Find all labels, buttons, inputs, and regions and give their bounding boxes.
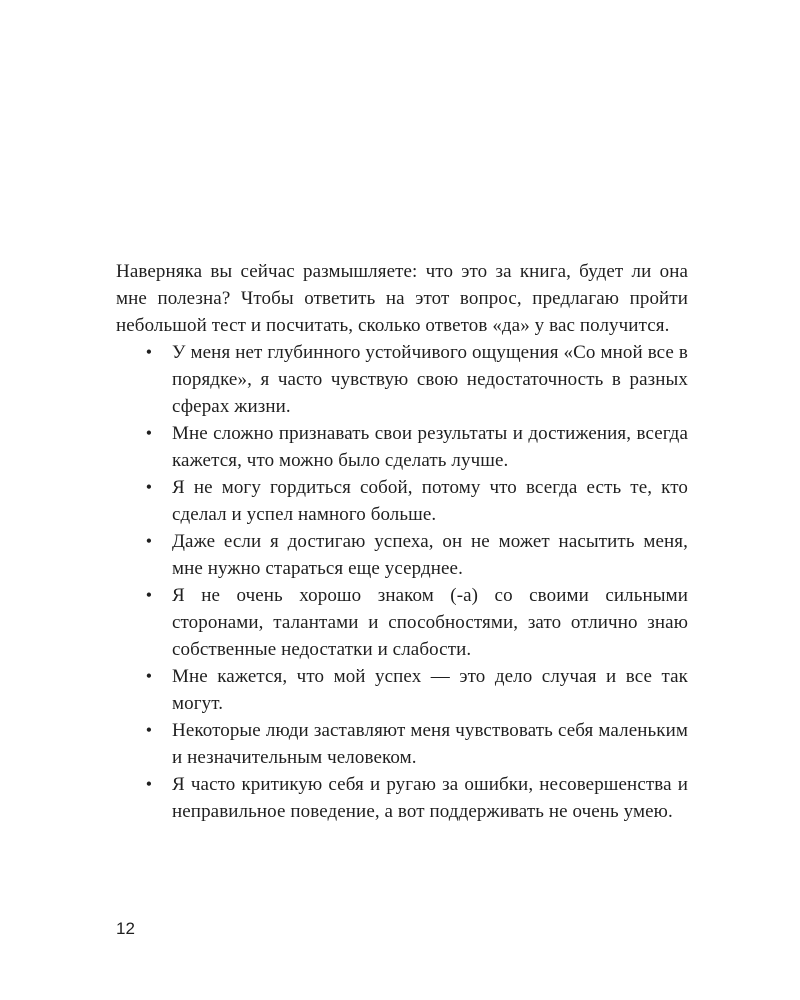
list-item (116, 771, 688, 825)
list-item-text: Я не очень хорошо знаком (-а) со своими сильными сторонами, талантами и способностями, зато отлично знаю собственные недостатки и слабости. (172, 585, 688, 660)
bullet-icon: • (145, 531, 153, 551)
list-item-text: Даже если я достигаю успеха, он не может насытить меня, мне нужно стараться еще усерднее. (172, 531, 688, 579)
list-item (116, 528, 688, 582)
list-item (116, 474, 688, 528)
list-item (116, 582, 688, 663)
intro-paragraph: Наверняка вы сейчас размышляете: что это за книга, будет ли она мне полезна? Чтобы ответить на этот вопрос, предлагаю пройти небольшой тест и посчитать, сколько ответов «да» у вас получится. (116, 261, 688, 336)
list-item (116, 420, 688, 474)
bullet-icon: • (145, 477, 153, 497)
list-item (116, 663, 688, 717)
list-item-text: Мне сложно признавать свои результаты и достижения, всегда кажется, что можно было сделать лучше. (172, 423, 688, 471)
page-body (116, 258, 688, 825)
bullet-icon: • (145, 342, 153, 362)
list-item-text: Я часто критикую себя и ругаю за ошибки, несовершенства и неправильное поведение, а вот поддерживать не очень умею. (172, 774, 688, 822)
list-item-text: Некоторые люди заставляют меня чувствовать себя маленьким и незначительным человеком. (172, 720, 688, 768)
bullet-icon: • (145, 720, 153, 740)
list-item-text: Мне кажется, что мой успех — это дело случая и все так могут. (172, 666, 688, 714)
bullet-icon: • (145, 666, 153, 686)
list-item-text: У меня нет глубинного устойчивого ощущения «Со мной все в порядке», я часто чувствую свою недостаточность в разных сферах жизни. (172, 342, 688, 417)
page-number: 12 (116, 919, 135, 938)
bullet-icon: • (145, 423, 153, 443)
list-item (116, 717, 688, 771)
self-test-list (116, 339, 688, 825)
list-item-text: Я не могу гордиться собой, потому что всегда есть те, кто сделал и успел намного больше. (172, 477, 688, 525)
bullet-icon: • (145, 774, 153, 794)
bullet-icon: • (145, 585, 153, 605)
list-item (116, 339, 688, 420)
